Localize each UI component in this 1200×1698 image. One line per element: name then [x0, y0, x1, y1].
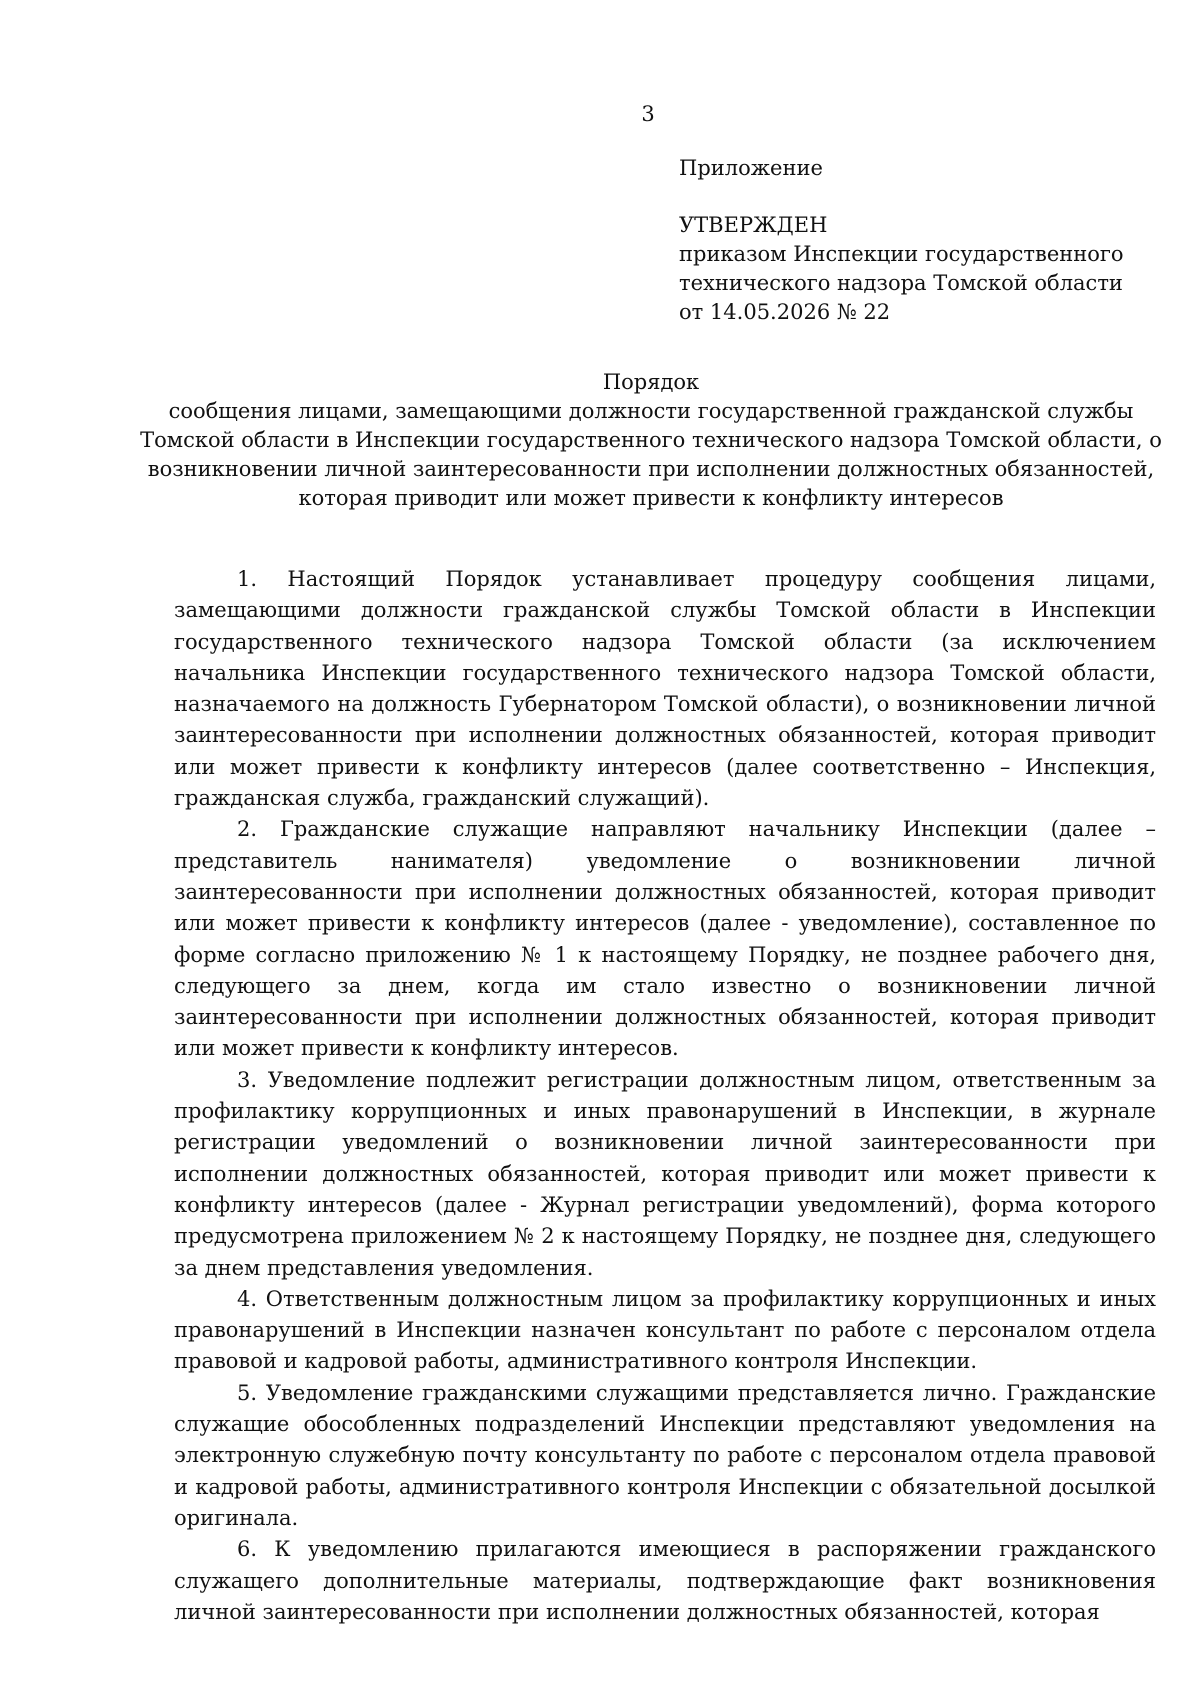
paragraph-1: 1. Настоящий Порядок устанавливает процедуру сообщения лицами, замещающими должности гражданской службы Томской области в Инспекции государственного технического надзора Томской области (за исключением начальника Инспекции государственного технического надзора Томской области, назначаемого на должность Губернатором Томской области), о возникновении личной заинтересованности при исполнении должностных обязанностей, которая приводит или может привести к конфликту интересов (далее соответственно – Инспекция, гражданская служба, гражданский служащий).: [174, 567, 1156, 811]
document-body: [174, 564, 1156, 1628]
appendix-label: Приложение: [679, 156, 823, 180]
approval-block: [679, 154, 1159, 327]
document-title: [140, 368, 1162, 513]
approval-date-number: от 14.05.2026 № 22: [679, 300, 891, 324]
approved-label: УТВЕРЖДЕН: [679, 213, 828, 237]
paragraph-2: 2. Гражданские служащие направляют начальнику Инспекции (далее – представитель нанимателя) уведомление о возникновении личной заинтересованности при исполнении должностных обязанностей, которая приводит или может привести к конфликту интересов (далее - уведомление), составленное по форме согласно приложению № 1 к настоящему Порядку, не позднее рабочего дня, следующего за днем, когда им стало известно о возникновении личной заинтересованности при исполнении должностных обязанностей, которая приводит или может привести к конфликту интересов.: [174, 817, 1156, 1061]
approval-order-line-1: приказом Инспекции государственного: [679, 242, 1124, 266]
paragraph-6: 6. К уведомлению прилагаются имеющиеся в распоряжении гражданского служащего дополнительные материалы, подтверждающие факт возникновения личной заинтересованности при исполнении должностных обязанностей, которая: [174, 1537, 1156, 1624]
title-heading: Порядок: [602, 370, 700, 394]
paragraph-4: 4. Ответственным должностным лицом за профилактику коррупционных и иных правонарушений в Инспекции назначен консультант по работе с персоналом отдела правовой и кадровой работы, административного контроля Инспекции.: [174, 1286, 1156, 1374]
approval-order-line-2: технического надзора Томской области: [679, 271, 1123, 295]
paragraph-5: 5. Уведомление гражданскими служащими представляется лично. Гражданские служащие обособленных подразделений Инспекции представляют уведомления на электронную служебную почту консультанту по работе с персоналом отдела правовой и кадровой работы, административного контроля Инспекции с обязательной досылкой оригинала.: [174, 1380, 1156, 1530]
title-subtitle: сообщения лицами, замещающими должности государственной гражданской службы Томской области в Инспекции государственного технического надзора Томской области, о возникновении личной заинтересованности при исполнении должностных обязанностей, которая приводит или может привести к конфликту интересов: [140, 399, 1162, 510]
paragraph-3: 3. Уведомление подлежит регистрации должностным лицом, ответственным за профилактику коррупционных и иных правонарушений в Инспекции, в журнале регистрации уведомлений о возникновении личной заинтересованности при исполнении должностных обязанностей, которая приводит или может привести к конфликту интересов (далее - Журнал регистрации уведомлений), форма которого предусмотрена приложением № 2 к настоящему Порядку, не позднее дня, следующего за днем представления уведомления.: [174, 1067, 1156, 1280]
page-number: 3: [641, 102, 655, 126]
